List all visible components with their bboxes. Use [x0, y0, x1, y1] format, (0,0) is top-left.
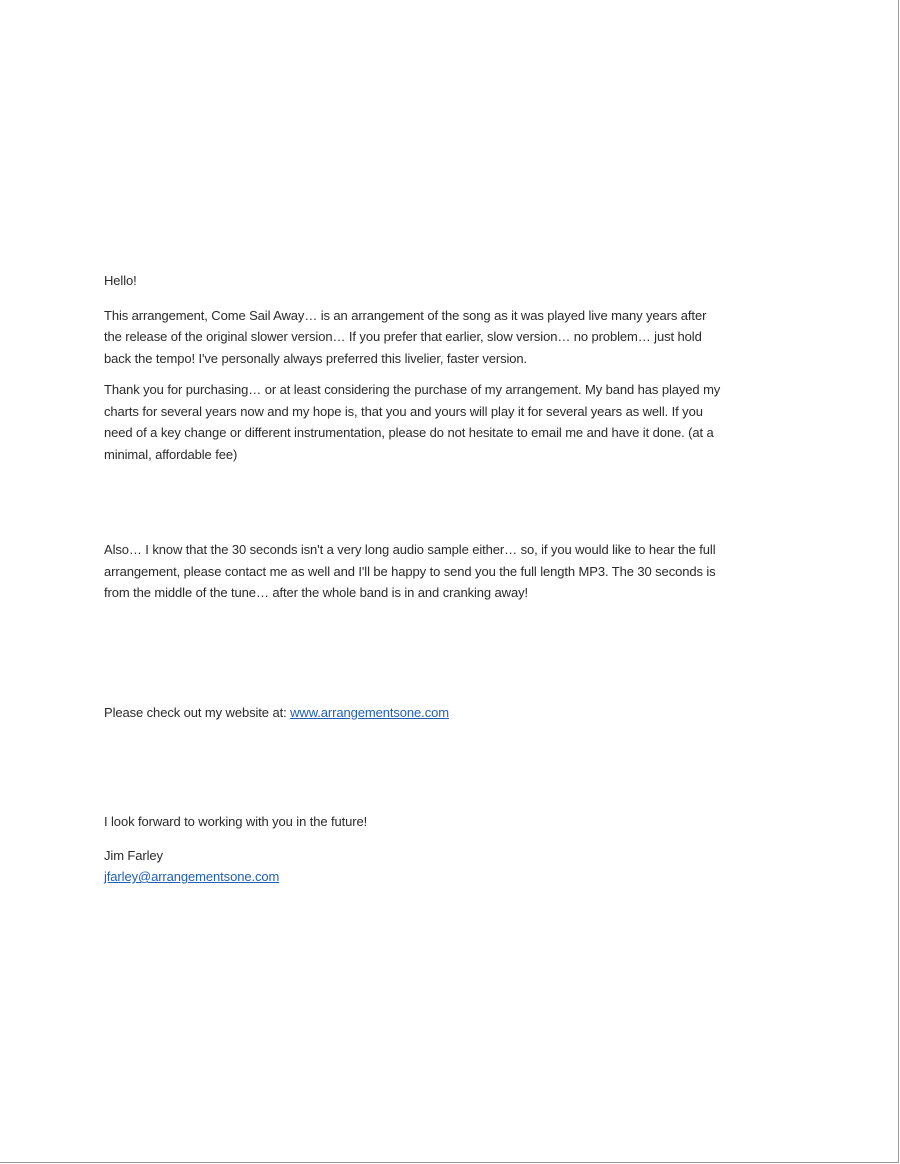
- paragraph-audio-sample: Also… I know that the 30 seconds isn't a very long audio sample either… so, if you would like to hear the full arrangement, please contact me as well and I'll be happy to send you the full length MP3. The 30 seconds is from the middle of the tune… after the whole band is in and cranking away!: [104, 542, 716, 600]
- website-link[interactable]: www.arrangementsone.com: [290, 704, 449, 720]
- paragraph-thanks: Thank you for purchasing… or at least considering the purchase of my arrangement. My band has played my charts for several years now and my hope is, that you and yours will play it for several years as well. If you need of a key change or different instrumentation, please do not hesitate to email me and have it done. (at a minimal, affordable fee): [104, 382, 721, 462]
- signature-name: Jim Farley: [104, 847, 163, 863]
- signature-email-line: [104, 866, 724, 888]
- paragraph-intro: This arrangement, Come Sail Away… is an arrangement of the song as it was played live many years after the release of the original slower version… If you prefer that earlier, slow version… no problem… just hold back the tempo! I've personally always preferred this livelier, faster version.: [104, 307, 707, 366]
- closing-line: I look forward to working with you in the future!: [104, 814, 368, 829]
- greeting: Hello!: [104, 273, 137, 288]
- website-line: [104, 702, 724, 724]
- letter-body: [104, 270, 724, 888]
- website-prefix: Please check out my website at:: [104, 704, 291, 720]
- signature-email-link[interactable]: jfarley@arrangementsone.com: [104, 869, 280, 884]
